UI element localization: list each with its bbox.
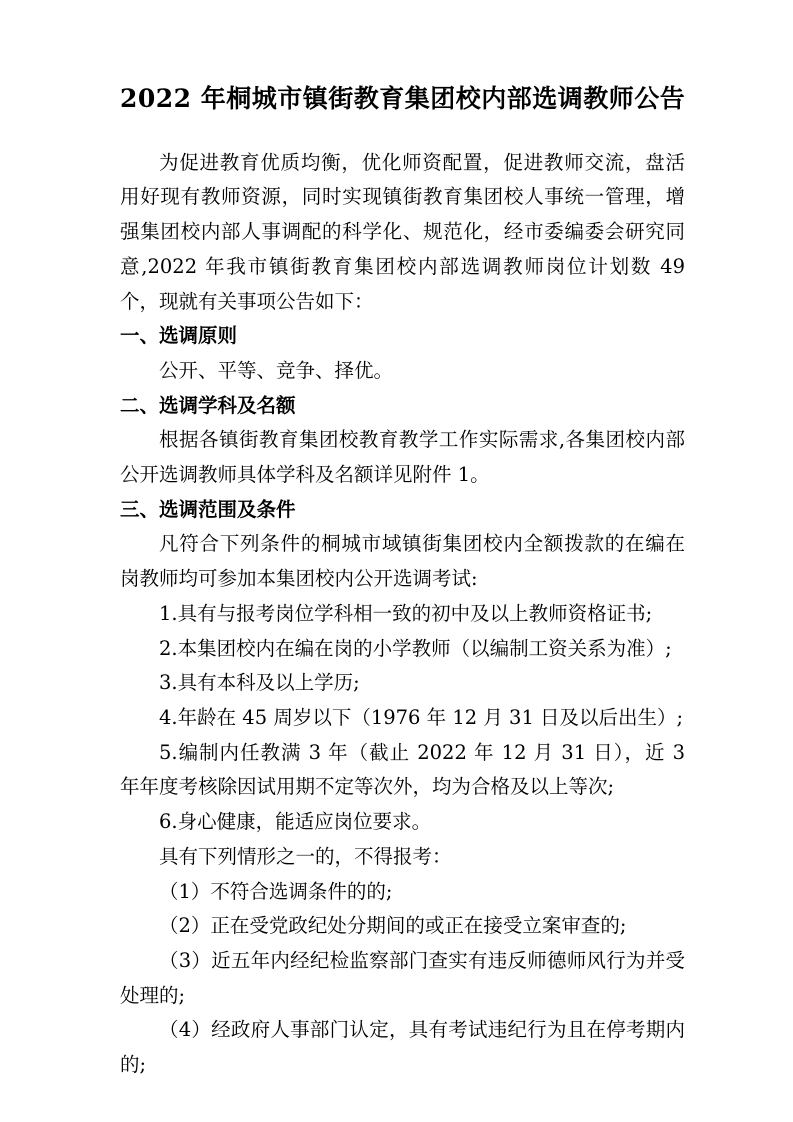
section-principles bbox=[120, 319, 685, 388]
condition-item: 6.身心健康，能适应岗位要求。 bbox=[159, 810, 432, 834]
section-paragraph: 根据各镇街教育集团校教育教学工作实际需求,各集团校内部公开选调教师具体学科及名额详见附件 1。 bbox=[120, 428, 685, 487]
condition-item: 3.具有本科及以上学历; bbox=[159, 671, 360, 695]
section-paragraph: 公开、平等、竞争、择优。 bbox=[159, 358, 394, 382]
intro-paragraph: 为促进教育优质均衡，优化师资配置，促进教师交流，盘活用好现有教师资源，同时实现镇街教育集团校人事统一管理，增强集团校内部人事调配的科学化、规范化，经市委编委会研究同意,2022 年我市镇街教育集团校内部选调教师岗位计划数 49 个，现就有关事项公告如下： bbox=[120, 150, 685, 313]
disqualification-item: （1）不符合选调条件的的; bbox=[159, 879, 393, 903]
page-title: 2022 年桐城市镇街教育集团校内部选调教师公告 bbox=[120, 84, 686, 113]
disqualification-item: （4）经政府人事部门认定，具有考试违纪行为且在停考期内的; bbox=[120, 1018, 685, 1077]
disqualification-item: （2）正在受党政纪处分期间的或正在接受立案审查的; bbox=[159, 914, 627, 938]
section-heading: 三、选调范围及条件 bbox=[120, 497, 296, 521]
section-scope-conditions bbox=[120, 493, 685, 1083]
condition-item: 1.具有与报考岗位学科相一致的初中及以上教师资格证书; bbox=[159, 601, 653, 625]
condition-item: 4.年龄在 45 周岁以下（1976 年 12 月 31 日及以后出生）; bbox=[159, 706, 684, 729]
section-paragraph: 凡符合下列条件的桐城市域镇街集团校内全额拨款的在编在岗教师均可参加本集团校内公开选调考试: bbox=[120, 532, 685, 591]
section-subjects-quota bbox=[120, 389, 685, 493]
condition-item: 5.编制内任教满 3 年（截止 2022 年 12 月 31 日），近 3 年年度考核除因试用期不定等次外，均为合格及以上等次; bbox=[120, 740, 685, 799]
condition-item: 2.本集团校内在编在岗的小学教师（以编制工资关系为准）; bbox=[159, 636, 672, 660]
disqualification-item: （3）近五年内经纪检监察部门查实有违反师德师风行为并受处理的; bbox=[120, 948, 685, 1007]
disqualification-intro: 具有下列情形之一的，不得报考： bbox=[159, 844, 452, 868]
section-heading: 二、选调学科及名额 bbox=[120, 393, 296, 417]
section-heading: 一、选调原则 bbox=[120, 324, 238, 348]
